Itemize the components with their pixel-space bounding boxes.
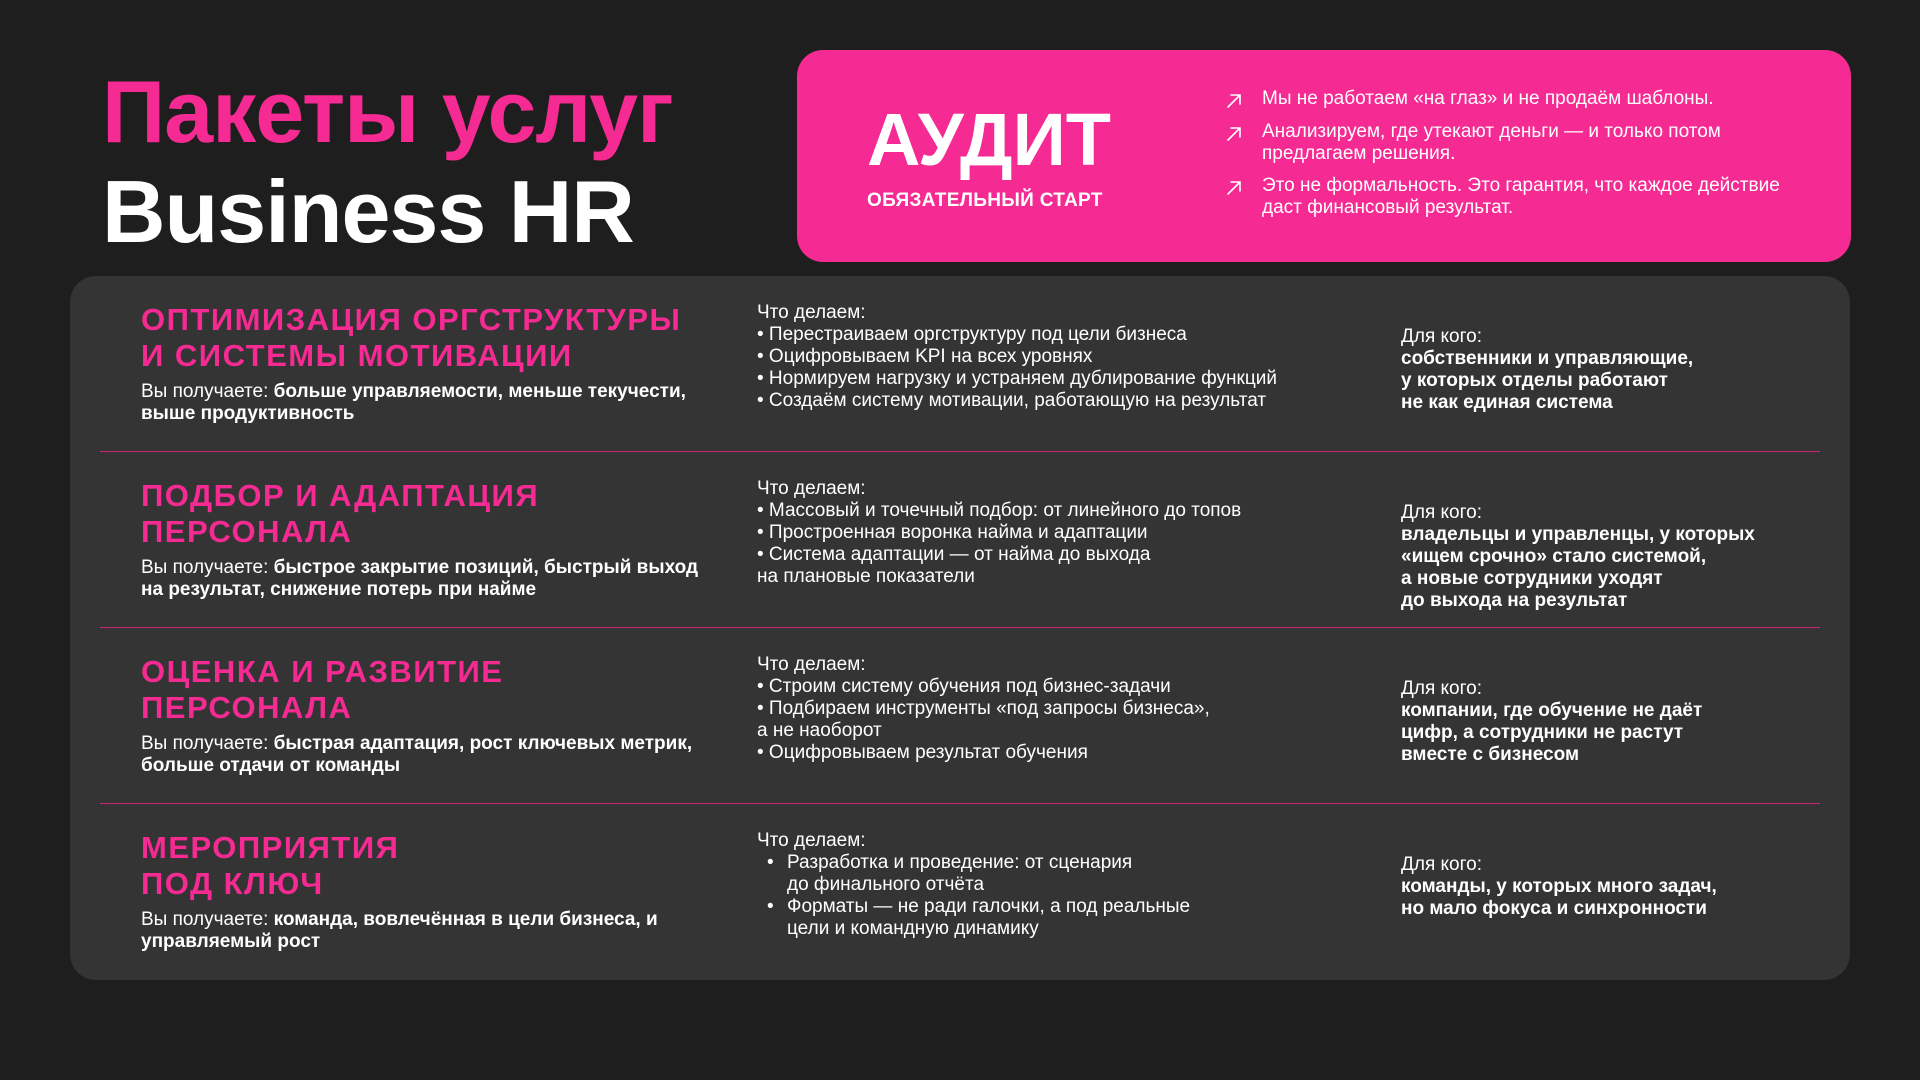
audit-point bbox=[1224, 88, 1824, 111]
package-title bbox=[141, 830, 701, 902]
action-item: • Оцифровываем KPI на всех уровнях bbox=[757, 346, 1093, 367]
actions-list bbox=[757, 676, 1377, 764]
package-title-line: ПЕРСОНАЛА bbox=[141, 514, 353, 549]
action-text: Разработка и проведение: от сценария bbox=[787, 852, 1133, 873]
package-audience bbox=[1401, 678, 1821, 766]
action-text: до финального отчёта bbox=[787, 874, 985, 895]
package-actions bbox=[757, 830, 1377, 940]
actions-heading: Что делаем: bbox=[757, 654, 866, 675]
action-item: • Перестраиваем оргструктуру под цели бизнеса bbox=[757, 324, 1187, 345]
audit-card bbox=[797, 50, 1851, 262]
audience-heading: Для кого: bbox=[1401, 854, 1482, 875]
package-row bbox=[70, 276, 1850, 452]
title-block bbox=[102, 62, 673, 262]
package-audience bbox=[1401, 854, 1821, 920]
actions-heading: Что делаем: bbox=[757, 302, 866, 323]
package-actions bbox=[757, 478, 1377, 588]
audience-value: собственники и управляющие, у которых отделы работают не как единая система bbox=[1401, 348, 1694, 413]
package-title-line: ОЦЕНКА И РАЗВИТИЕ bbox=[141, 654, 504, 689]
actions-list bbox=[757, 500, 1377, 588]
arrow-up-right-icon bbox=[1224, 91, 1244, 111]
packages-panel bbox=[70, 276, 1850, 980]
package-info bbox=[141, 830, 701, 953]
audit-points bbox=[1224, 88, 1824, 229]
action-item: • Система адаптации — от найма до выхода bbox=[757, 544, 1151, 565]
actions-list bbox=[757, 324, 1377, 412]
action-item: • Массовый и точечный подбор: от линейного до топов bbox=[757, 500, 1242, 521]
actions-heading: Что делаем: bbox=[757, 478, 866, 499]
audience-value: компании, где обучение не даёт цифр, а сотрудники не растут вместе с бизнесом bbox=[1401, 700, 1703, 765]
package-gain bbox=[141, 909, 701, 953]
package-title bbox=[141, 478, 701, 550]
package-gain bbox=[141, 733, 701, 777]
action-item: а не наоборот bbox=[757, 720, 882, 741]
gain-prefix: Вы получаете: bbox=[141, 733, 274, 754]
arrow-up-right-icon bbox=[1224, 124, 1244, 144]
action-item: • Подбираем инструменты «под запросы бизнеса», bbox=[757, 698, 1210, 719]
package-gain bbox=[141, 381, 701, 425]
package-title-line: ПОД КЛЮЧ bbox=[141, 866, 324, 901]
audit-point bbox=[1224, 121, 1824, 165]
arrow-up-right-icon bbox=[1224, 178, 1244, 198]
gain-prefix: Вы получаете: bbox=[141, 557, 274, 578]
package-title bbox=[141, 654, 701, 726]
audit-point bbox=[1224, 175, 1824, 219]
actions-list bbox=[757, 852, 1377, 940]
package-row bbox=[70, 452, 1850, 628]
gain-prefix: Вы получаете: bbox=[141, 909, 274, 930]
package-audience bbox=[1401, 326, 1821, 414]
package-info bbox=[141, 478, 701, 601]
action-text: цели и командную динамику bbox=[787, 918, 1039, 939]
package-row bbox=[70, 804, 1850, 980]
action-item: • Оцифровываем результат обучения bbox=[757, 742, 1088, 763]
package-actions bbox=[757, 654, 1377, 764]
action-item bbox=[757, 874, 1377, 896]
audience-value: команды, у которых много задач, но мало фокуса и синхронности bbox=[1401, 876, 1717, 919]
package-title-line: ПЕРСОНАЛА bbox=[141, 690, 353, 725]
package-title-line: И СИСТЕМЫ МОТИВАЦИИ bbox=[141, 338, 573, 373]
package-title bbox=[141, 302, 701, 374]
audit-point-text: Анализируем, где утекают деньги — и только потом предлагаем решения. bbox=[1262, 121, 1721, 164]
audience-heading: Для кого: bbox=[1401, 678, 1482, 699]
audience-heading: Для кого: bbox=[1401, 326, 1482, 347]
action-item bbox=[757, 896, 1377, 918]
action-item bbox=[757, 918, 1377, 940]
action-item: • Нормируем нагрузку и устраняем дублирование функций bbox=[757, 368, 1277, 389]
audience-heading: Для кого: bbox=[1401, 502, 1482, 523]
package-row bbox=[70, 628, 1850, 804]
bullet-icon: • bbox=[767, 852, 774, 873]
actions-heading: Что делаем: bbox=[757, 830, 866, 851]
bullet-icon: • bbox=[767, 896, 774, 917]
package-actions bbox=[757, 302, 1377, 412]
action-item bbox=[757, 852, 1377, 874]
gain-value: быстрая адаптация, рост ключевых метрик, больше отдачи от команды bbox=[141, 733, 693, 776]
audit-point-text: Мы не работаем «на глаз» и не продаём шаблоны. bbox=[1262, 88, 1714, 109]
action-item: на плановые показатели bbox=[757, 566, 975, 587]
package-info bbox=[141, 654, 701, 777]
package-gain bbox=[141, 557, 701, 601]
gain-prefix: Вы получаете: bbox=[141, 381, 274, 402]
page-title-line1: Пакеты услуг bbox=[102, 62, 673, 161]
audit-title: АУДИТ bbox=[867, 98, 1112, 181]
audit-point-text: Это не формальность. Это гарантия, что каждое действие даст финансовый результат. bbox=[1262, 175, 1780, 218]
page-title-line2: Business HR bbox=[102, 162, 634, 261]
action-item: • Строим систему обучения под бизнес-задачи bbox=[757, 676, 1171, 697]
package-audience bbox=[1401, 502, 1821, 612]
package-title-line: ПОДБОР И АДАПТАЦИЯ bbox=[141, 478, 540, 513]
action-text: Форматы — не ради галочки, а под реальные bbox=[787, 896, 1191, 917]
package-title-line: МЕРОПРИЯТИЯ bbox=[141, 830, 400, 865]
audience-value: владельцы и управленцы, у которых «ищем срочно» стало системой, а новые сотрудники уходят до выхода на результат bbox=[1401, 524, 1755, 611]
action-item: • Создаём систему мотивации, работающую на результат bbox=[757, 390, 1267, 411]
package-title-line: ОПТИМИЗАЦИЯ ОРГСТРУКТУРЫ bbox=[141, 302, 682, 337]
gain-value: быстрое закрытие позиций, быстрый выход на результат, снижение потерь при найме bbox=[141, 557, 699, 600]
action-item: • Простроенная воронка найма и адаптации bbox=[757, 522, 1148, 543]
gain-value: больше управляемости, меньше текучести, выше продуктивность bbox=[141, 381, 686, 424]
gain-value: команда, вовлечённая в цели бизнеса, и управляемый рост bbox=[141, 909, 658, 952]
package-info bbox=[141, 302, 701, 425]
audit-subtitle: ОБЯЗАТЕЛЬНЫЙ СТАРТ bbox=[867, 190, 1103, 211]
